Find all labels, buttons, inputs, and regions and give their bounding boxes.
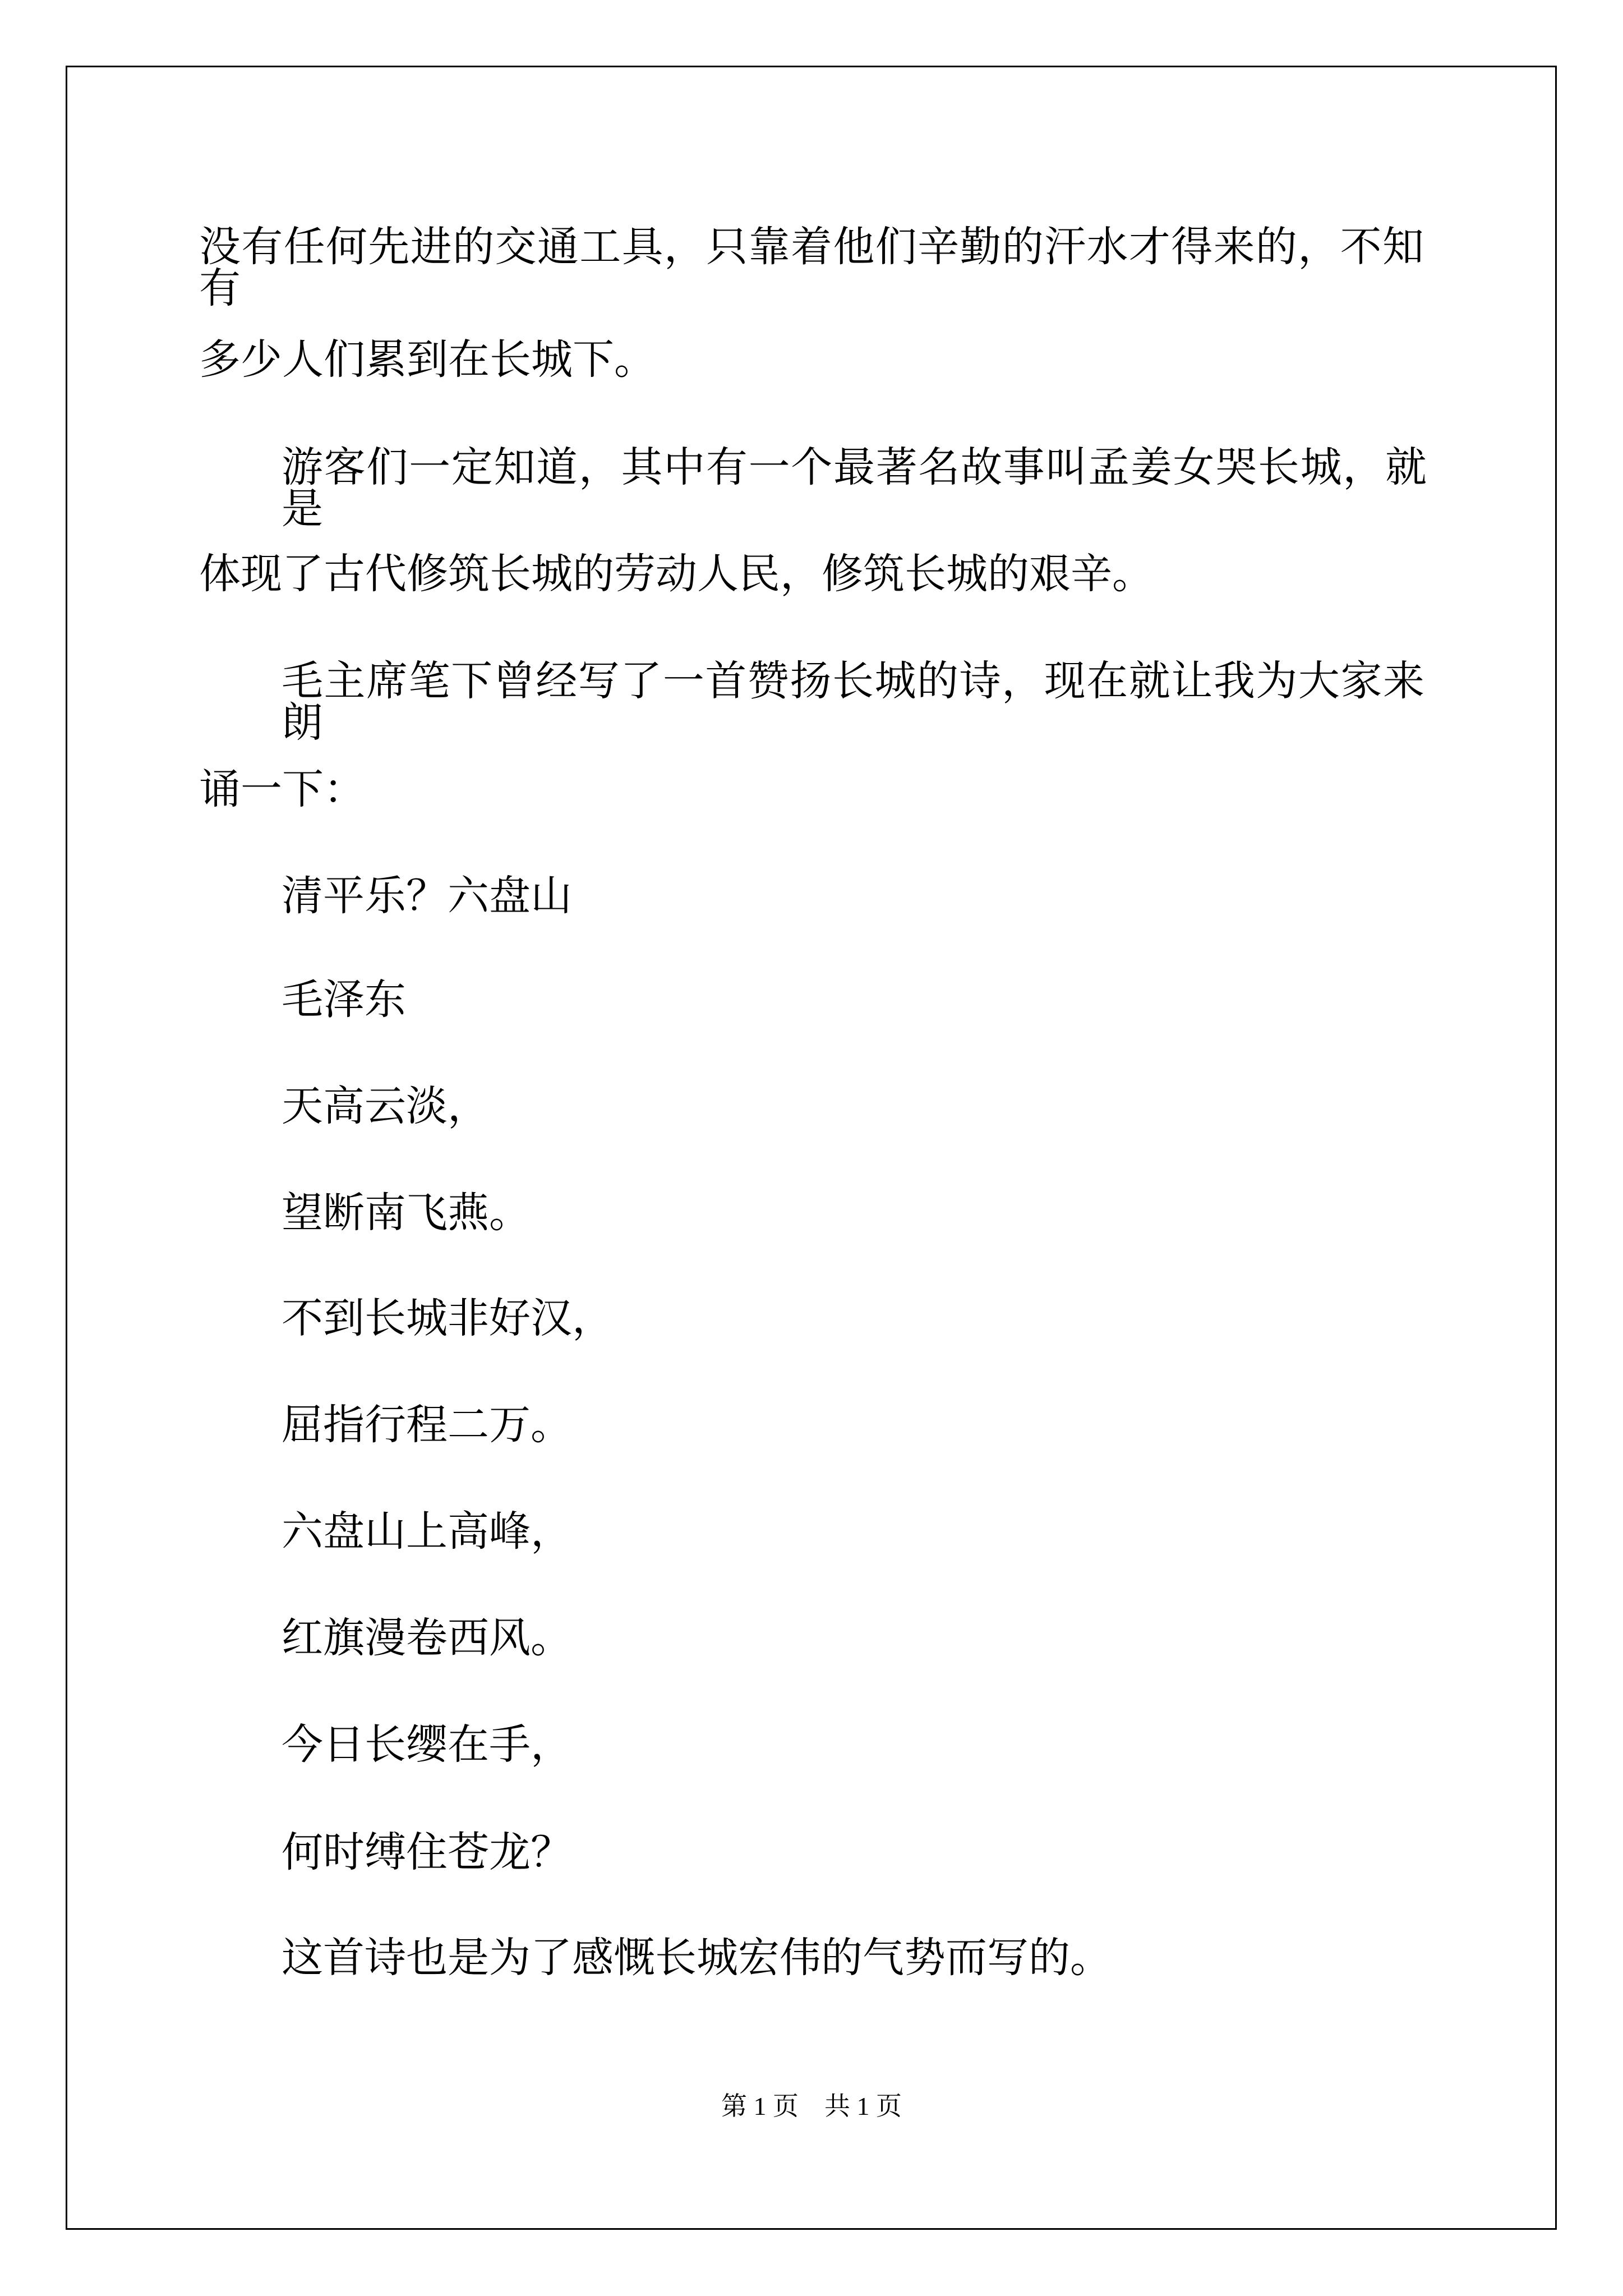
paragraph-line-7: 这首诗也是为了感慨长城宏伟的气势而写的。 <box>282 1934 1112 1982</box>
paragraph-line-3: 游客们一定知道，其中有一个最著名故事叫孟姜女哭长城，就是 <box>282 443 1427 533</box>
poem-title: 清平乐？六盘山 <box>282 872 572 920</box>
page-frame <box>66 66 1557 2230</box>
poem-line-7: 今日长缨在手， <box>282 1720 572 1769</box>
poem-line-4: 屈指行程二万。 <box>282 1401 572 1449</box>
paragraph-line-2: 多少人们累到在长城下。 <box>199 335 656 384</box>
poem-line-3: 不到长城非好汉， <box>282 1294 614 1342</box>
paragraph-line-4: 体现了古代修筑长城的劳动人民，修筑长城的艰辛。 <box>199 550 1154 598</box>
poem-line-5: 六盘山上高峰， <box>282 1507 572 1556</box>
paragraph-line-5: 毛主席笔下曾经写了一首赞扬长城的诗，现在就让我为大家来朗 <box>282 657 1424 747</box>
poem-line-1: 天高云淡， <box>282 1082 489 1130</box>
poem-line-6: 红旗漫卷西风。 <box>282 1614 572 1662</box>
paragraph-line-6: 诵一下： <box>199 765 365 813</box>
poem-line-2: 望断南飞燕。 <box>282 1189 531 1237</box>
poem-author: 毛泽东 <box>282 976 406 1024</box>
paragraph-line-1: 没有任何先进的交通工具，只靠着他们辛勤的汗水才得来的，不知有 <box>199 223 1424 312</box>
page-number-footer: 第 1 页 共 1 页 <box>721 2092 902 2120</box>
poem-line-8: 何时缚住苍龙？ <box>282 1828 572 1876</box>
